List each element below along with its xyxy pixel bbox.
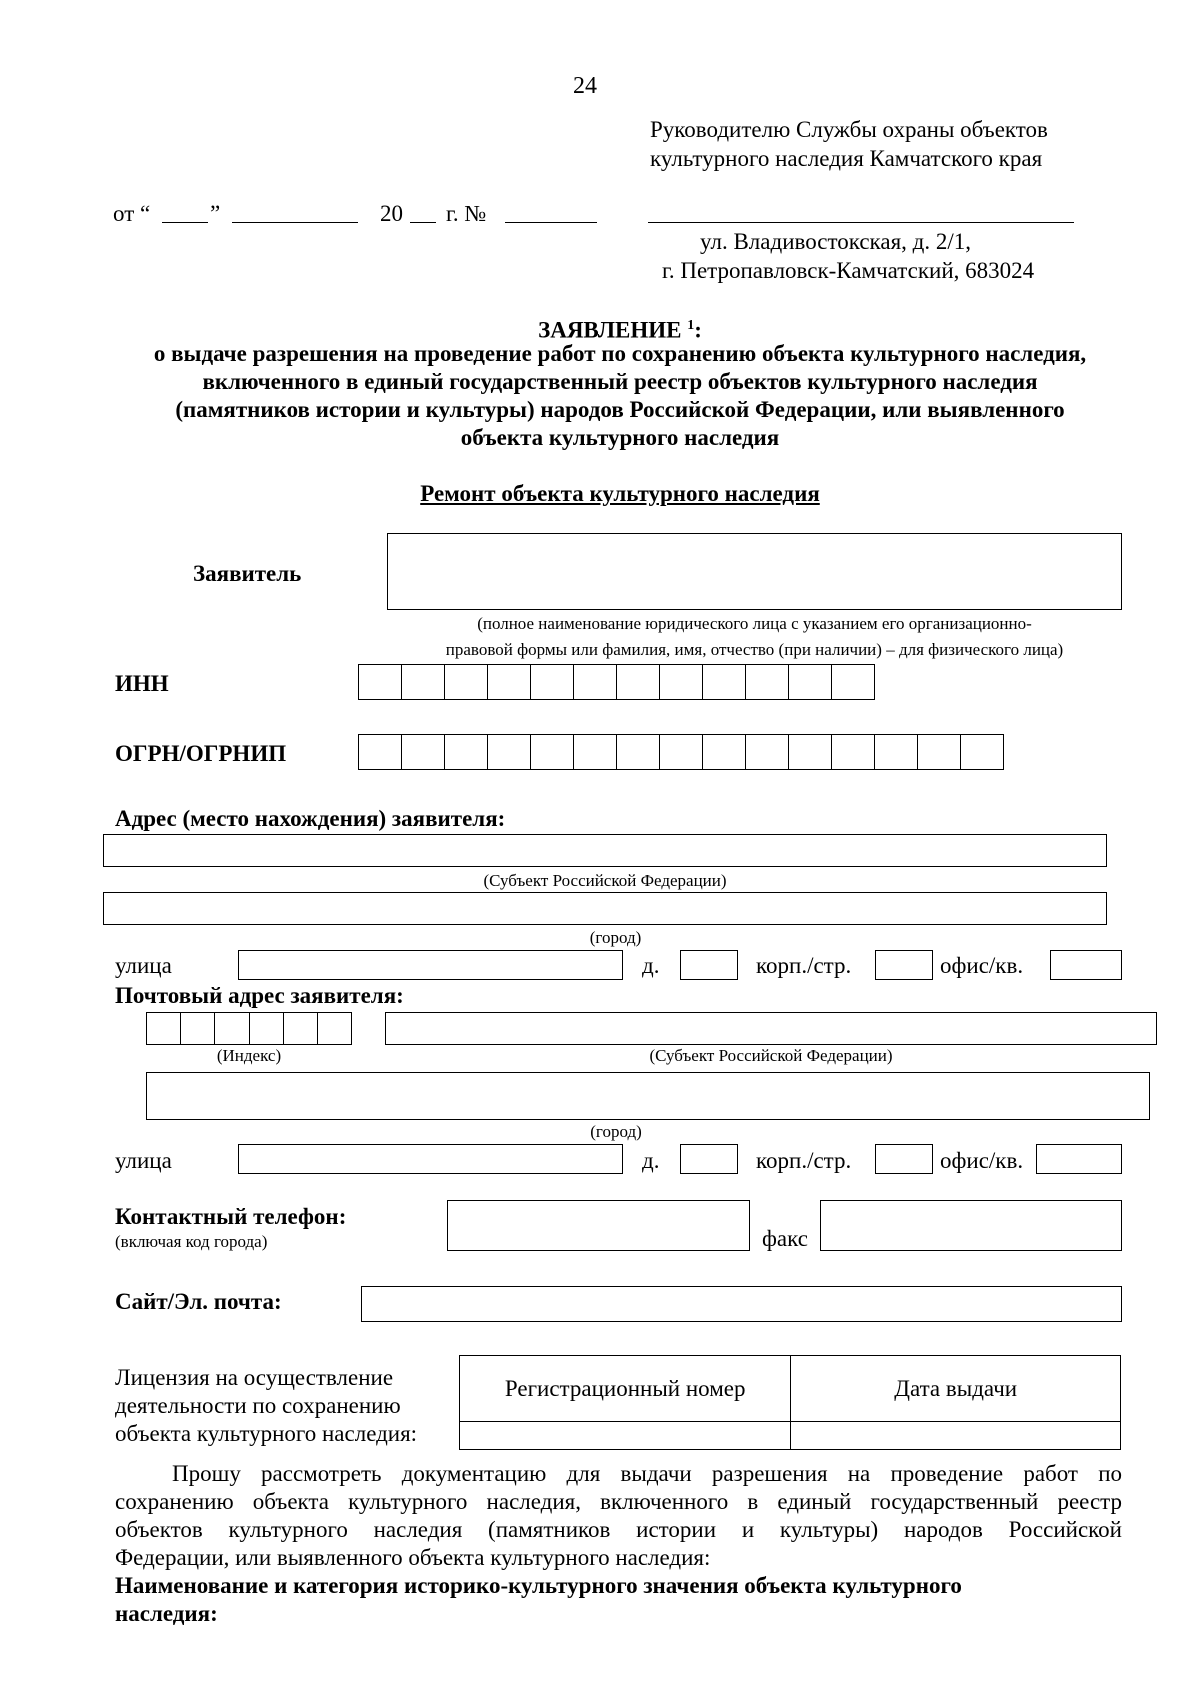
license-col-reg-number: Регистрационный номер xyxy=(460,1356,791,1422)
addressee-address-1: ул. Владивостокская, д. 2/1, xyxy=(700,229,972,254)
object-name-line-2: наследия: xyxy=(115,1601,218,1626)
title-line-1: о выдаче разрешения на проведение работ по сохранению объекта культурного наследия, xyxy=(153,341,1087,366)
postal-street-label: улица xyxy=(115,1148,172,1173)
request-line-3: объектов культурного наследия (памятников истории и культуры) народов Российской xyxy=(115,1517,1122,1542)
postal-house-field[interactable] xyxy=(680,1144,738,1174)
applicant-hint-1: (полное наименование юридического лица с указанием его организационно- xyxy=(477,614,1032,633)
license-col-issue-date: Дата выдачи xyxy=(791,1356,1121,1422)
postal-building-field[interactable] xyxy=(875,1144,933,1174)
site-email-label: Сайт/Эл. почта: xyxy=(115,1289,282,1314)
inn-field[interactable] xyxy=(358,664,875,700)
phone-label: Контактный телефон: xyxy=(115,1204,347,1229)
postal-subject-hint: (Субъект Российской Федерации) xyxy=(649,1046,893,1065)
address-house-label: д. xyxy=(642,953,660,978)
applicant-name-field[interactable] xyxy=(387,533,1122,610)
date-day-field[interactable] xyxy=(162,222,208,223)
postal-building-label: корп./стр. xyxy=(756,1148,852,1173)
fax-field[interactable] xyxy=(820,1200,1122,1251)
footnote-marker: 1 xyxy=(687,318,695,333)
applicant-label: Заявитель xyxy=(193,561,302,586)
address-street-field[interactable] xyxy=(238,950,623,980)
ogrn-label: ОГРН/ОГРНИП xyxy=(115,741,287,766)
address-office-field[interactable] xyxy=(1050,950,1122,980)
title-line-4: объекта культурного наследия xyxy=(460,425,780,450)
license-issue-date-field[interactable] xyxy=(791,1422,1121,1450)
object-name-line-1: Наименование и категория историко-культурного значения объекта культурного xyxy=(115,1573,962,1598)
addressee-name-field[interactable] xyxy=(648,222,1074,223)
title-line-2: включенного в единый государственный реестр объектов культурного наследия xyxy=(202,369,1038,394)
date-number-field[interactable] xyxy=(505,222,597,223)
fax-label: факс xyxy=(762,1226,808,1251)
postal-index-hint: (Индекс) xyxy=(216,1046,282,1065)
license-label-2: деятельности по сохранению xyxy=(115,1393,401,1418)
date-quote-close: ” xyxy=(210,201,221,226)
request-line-4: Федерации, или выявленного объекта культурного наследия: xyxy=(115,1545,711,1570)
phone-field[interactable] xyxy=(447,1200,750,1251)
address-subject-hint: (Субъект Российской Федерации) xyxy=(483,871,727,890)
address-house-field[interactable] xyxy=(680,950,738,980)
request-line-1: Прошу рассмотреть документацию для выдачи разрешения на проведение работ по xyxy=(172,1461,1122,1486)
phone-hint: (включая код города) xyxy=(115,1232,268,1251)
applicant-hint-2: правовой формы или фамилия, имя, отчество (при наличии) – для физического лица) xyxy=(445,640,1064,659)
page-number: 24 xyxy=(573,73,597,99)
license-reg-number-field[interactable] xyxy=(460,1422,791,1450)
postal-heading: Почтовый адрес заявителя: xyxy=(115,983,404,1008)
date-from-label: от “ xyxy=(113,201,151,226)
address-subject-field[interactable] xyxy=(103,834,1107,867)
address-city-field[interactable] xyxy=(103,892,1107,925)
date-number-label: г. № xyxy=(446,201,487,226)
postal-subject-field[interactable] xyxy=(385,1012,1157,1045)
postal-city-field[interactable] xyxy=(146,1072,1150,1120)
site-email-field[interactable] xyxy=(361,1286,1122,1322)
license-label-3: объекта культурного наследия: xyxy=(115,1421,418,1446)
postal-street-field[interactable] xyxy=(238,1144,623,1174)
ogrn-field[interactable] xyxy=(358,734,1004,770)
postal-office-field[interactable] xyxy=(1036,1144,1122,1174)
date-month-field[interactable] xyxy=(232,222,358,223)
inn-label: ИНН xyxy=(115,671,169,696)
license-table xyxy=(459,1355,1121,1450)
address-building-field[interactable] xyxy=(875,950,933,980)
address-street-label: улица xyxy=(115,953,172,978)
work-type-subtitle: Ремонт объекта культурного наследия xyxy=(420,481,820,506)
postal-city-hint: (город) xyxy=(590,1122,642,1141)
postal-office-label: офис/кв. xyxy=(940,1148,1024,1173)
address-city-hint: (город) xyxy=(589,928,642,947)
title-line-3: (памятников истории и культуры) народов Российской Федерации, или выявленного xyxy=(175,397,1065,422)
address-building-label: корп./стр. xyxy=(756,953,852,978)
postal-house-label: д. xyxy=(642,1148,660,1173)
postal-index-field[interactable] xyxy=(146,1012,352,1045)
addressee-address-2: г. Петропавловск-Камчатский, 683024 xyxy=(662,258,1035,283)
request-line-2: сохранению объекта культурного наследия, включенного в единый государственный реестр xyxy=(115,1489,1122,1514)
address-office-label: офис/кв. xyxy=(940,953,1024,978)
addressee-line-2: культурного наследия Камчатского края xyxy=(650,146,1043,171)
date-year-prefix: 20 xyxy=(380,201,403,226)
statement-heading: ЗАЯВЛЕНИЕ $^1$: xyxy=(538,317,702,343)
address-heading: Адрес (место нахождения) заявителя: xyxy=(115,806,506,831)
date-year-field[interactable] xyxy=(410,222,436,223)
license-label-1: Лицензия на осуществление xyxy=(115,1365,394,1390)
addressee-line-1: Руководителю Службы охраны объектов xyxy=(650,117,1048,142)
